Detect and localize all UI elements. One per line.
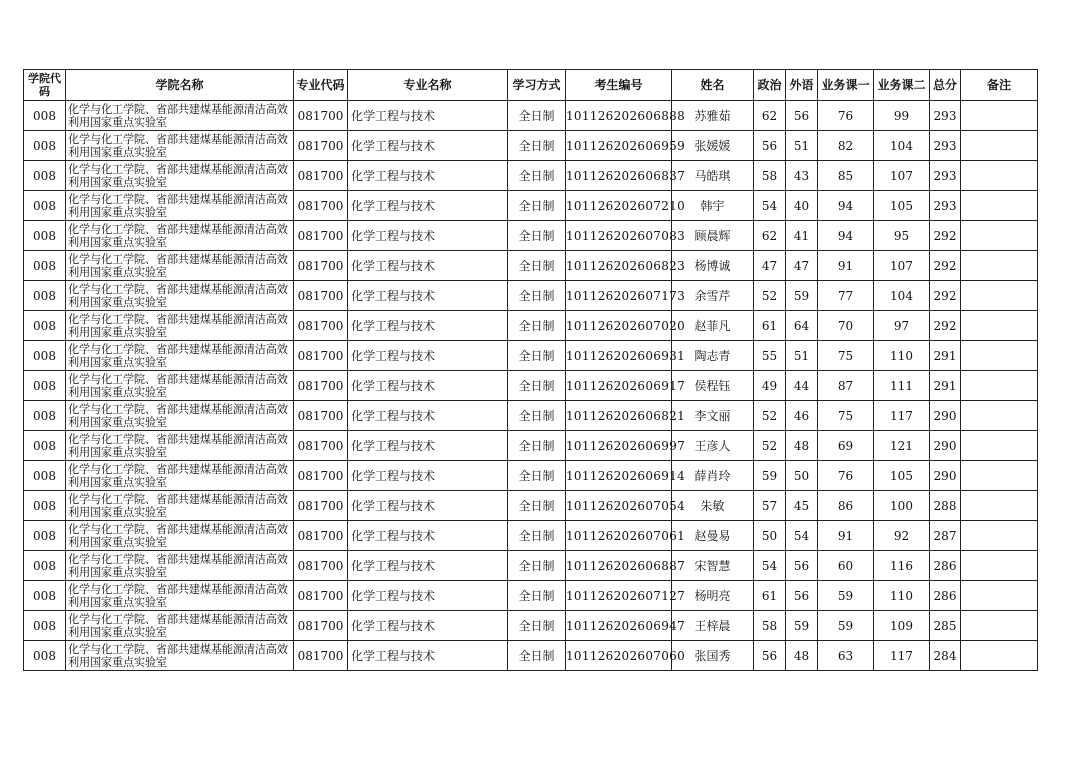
cell-politics-score: 47 bbox=[754, 251, 786, 281]
cell-study-mode: 全日制 bbox=[508, 131, 566, 161]
cell-remark bbox=[961, 461, 1038, 491]
cell-major-code: 081700 bbox=[294, 101, 348, 131]
cell-college-name: 化学与化工学院、省部共建煤基能源清洁高效利用国家重点实验室 bbox=[66, 401, 294, 431]
table-row bbox=[24, 131, 1038, 161]
cell-remark bbox=[961, 131, 1038, 161]
cell-study-mode: 全日制 bbox=[508, 461, 566, 491]
cell-major-name: 化学工程与技术 bbox=[348, 191, 508, 221]
cell-course-two-score: 107 bbox=[874, 161, 930, 191]
cell-foreign-language-score: 56 bbox=[786, 581, 818, 611]
cell-total-score: 286 bbox=[930, 581, 961, 611]
cell-course-one-score: 75 bbox=[818, 401, 874, 431]
cell-course-two-score: 92 bbox=[874, 521, 930, 551]
cell-college-name: 化学与化工学院、省部共建煤基能源清洁高效利用国家重点实验室 bbox=[66, 341, 294, 371]
cell-study-mode: 全日制 bbox=[508, 431, 566, 461]
cell-student-name: 苏雅茹 bbox=[672, 101, 754, 131]
cell-exam-id: 101126202606947 bbox=[566, 611, 672, 641]
cell-total-score: 290 bbox=[930, 461, 961, 491]
cell-foreign-language-score: 50 bbox=[786, 461, 818, 491]
cell-college-code: 008 bbox=[24, 371, 66, 401]
cell-student-name: 赵曼易 bbox=[672, 521, 754, 551]
header-remark: 备注 bbox=[961, 70, 1038, 101]
cell-remark bbox=[961, 161, 1038, 191]
cell-college-code: 008 bbox=[24, 161, 66, 191]
cell-course-one-score: 75 bbox=[818, 341, 874, 371]
cell-total-score: 293 bbox=[930, 131, 961, 161]
cell-college-name: 化学与化工学院、省部共建煤基能源清洁高效利用国家重点实验室 bbox=[66, 611, 294, 641]
cell-student-name: 薛肖玲 bbox=[672, 461, 754, 491]
table-header-row bbox=[24, 70, 1038, 101]
cell-college-name: 化学与化工学院、省部共建煤基能源清洁高效利用国家重点实验室 bbox=[66, 311, 294, 341]
cell-course-one-score: 86 bbox=[818, 491, 874, 521]
cell-course-two-score: 105 bbox=[874, 191, 930, 221]
cell-college-code: 008 bbox=[24, 611, 66, 641]
cell-course-two-score: 100 bbox=[874, 491, 930, 521]
cell-college-name: 化学与化工学院、省部共建煤基能源清洁高效利用国家重点实验室 bbox=[66, 221, 294, 251]
cell-politics-score: 59 bbox=[754, 461, 786, 491]
cell-college-code: 008 bbox=[24, 491, 66, 521]
cell-total-score: 290 bbox=[930, 431, 961, 461]
cell-exam-id: 101126202607060 bbox=[566, 641, 672, 671]
cell-college-name: 化学与化工学院、省部共建煤基能源清洁高效利用国家重点实验室 bbox=[66, 191, 294, 221]
cell-study-mode: 全日制 bbox=[508, 401, 566, 431]
cell-politics-score: 61 bbox=[754, 581, 786, 611]
cell-remark bbox=[961, 431, 1038, 461]
cell-course-one-score: 76 bbox=[818, 461, 874, 491]
cell-college-name: 化学与化工学院、省部共建煤基能源清洁高效利用国家重点实验室 bbox=[66, 101, 294, 131]
cell-major-name: 化学工程与技术 bbox=[348, 491, 508, 521]
cell-course-one-score: 63 bbox=[818, 641, 874, 671]
cell-course-one-score: 91 bbox=[818, 251, 874, 281]
cell-foreign-language-score: 44 bbox=[786, 371, 818, 401]
cell-major-name: 化学工程与技术 bbox=[348, 311, 508, 341]
cell-politics-score: 55 bbox=[754, 341, 786, 371]
table-row bbox=[24, 191, 1038, 221]
cell-exam-id: 101126202606837 bbox=[566, 161, 672, 191]
cell-foreign-language-score: 46 bbox=[786, 401, 818, 431]
cell-total-score: 293 bbox=[930, 161, 961, 191]
table-row bbox=[24, 101, 1038, 131]
cell-college-code: 008 bbox=[24, 101, 66, 131]
cell-foreign-language-score: 48 bbox=[786, 431, 818, 461]
cell-exam-id: 101126202606917 bbox=[566, 371, 672, 401]
cell-politics-score: 52 bbox=[754, 431, 786, 461]
cell-major-name: 化学工程与技术 bbox=[348, 131, 508, 161]
cell-study-mode: 全日制 bbox=[508, 251, 566, 281]
cell-student-name: 陶志青 bbox=[672, 341, 754, 371]
table-row bbox=[24, 161, 1038, 191]
cell-study-mode: 全日制 bbox=[508, 581, 566, 611]
table-body bbox=[24, 101, 1038, 671]
cell-total-score: 286 bbox=[930, 551, 961, 581]
header-college-code: 学院代码 bbox=[24, 70, 66, 101]
cell-foreign-language-score: 56 bbox=[786, 101, 818, 131]
table-row bbox=[24, 491, 1038, 521]
cell-college-name: 化学与化工学院、省部共建煤基能源清洁高效利用国家重点实验室 bbox=[66, 461, 294, 491]
cell-course-one-score: 77 bbox=[818, 281, 874, 311]
score-table bbox=[23, 69, 1038, 671]
cell-course-two-score: 117 bbox=[874, 401, 930, 431]
cell-remark bbox=[961, 191, 1038, 221]
cell-major-code: 081700 bbox=[294, 161, 348, 191]
cell-remark bbox=[961, 281, 1038, 311]
cell-politics-score: 52 bbox=[754, 401, 786, 431]
cell-course-two-score: 110 bbox=[874, 581, 930, 611]
cell-total-score: 293 bbox=[930, 101, 961, 131]
cell-major-name: 化学工程与技术 bbox=[348, 551, 508, 581]
cell-college-name: 化学与化工学院、省部共建煤基能源清洁高效利用国家重点实验室 bbox=[66, 131, 294, 161]
cell-foreign-language-score: 47 bbox=[786, 251, 818, 281]
cell-major-name: 化学工程与技术 bbox=[348, 641, 508, 671]
cell-total-score: 291 bbox=[930, 341, 961, 371]
cell-study-mode: 全日制 bbox=[508, 611, 566, 641]
cell-student-name: 顾晨辉 bbox=[672, 221, 754, 251]
cell-major-code: 081700 bbox=[294, 341, 348, 371]
cell-college-name: 化学与化工学院、省部共建煤基能源清洁高效利用国家重点实验室 bbox=[66, 581, 294, 611]
cell-course-one-score: 91 bbox=[818, 521, 874, 551]
cell-politics-score: 54 bbox=[754, 551, 786, 581]
cell-student-name: 侯程钰 bbox=[672, 371, 754, 401]
cell-college-code: 008 bbox=[24, 341, 66, 371]
cell-course-two-score: 117 bbox=[874, 641, 930, 671]
cell-total-score: 292 bbox=[930, 251, 961, 281]
cell-college-name: 化学与化工学院、省部共建煤基能源清洁高效利用国家重点实验室 bbox=[66, 161, 294, 191]
cell-major-code: 081700 bbox=[294, 251, 348, 281]
cell-course-one-score: 94 bbox=[818, 191, 874, 221]
cell-exam-id: 101126202606823 bbox=[566, 251, 672, 281]
table-row bbox=[24, 521, 1038, 551]
cell-student-name: 余雪芹 bbox=[672, 281, 754, 311]
cell-course-two-score: 97 bbox=[874, 311, 930, 341]
cell-course-two-score: 111 bbox=[874, 371, 930, 401]
cell-total-score: 293 bbox=[930, 191, 961, 221]
table-row bbox=[24, 371, 1038, 401]
cell-course-one-score: 69 bbox=[818, 431, 874, 461]
cell-foreign-language-score: 51 bbox=[786, 341, 818, 371]
cell-course-one-score: 87 bbox=[818, 371, 874, 401]
cell-college-code: 008 bbox=[24, 191, 66, 221]
cell-study-mode: 全日制 bbox=[508, 281, 566, 311]
cell-exam-id: 101126202606959 bbox=[566, 131, 672, 161]
cell-course-one-score: 85 bbox=[818, 161, 874, 191]
cell-major-name: 化学工程与技术 bbox=[348, 101, 508, 131]
cell-major-name: 化学工程与技术 bbox=[348, 521, 508, 551]
cell-college-name: 化学与化工学院、省部共建煤基能源清洁高效利用国家重点实验室 bbox=[66, 431, 294, 461]
cell-total-score: 291 bbox=[930, 371, 961, 401]
cell-total-score: 288 bbox=[930, 491, 961, 521]
cell-foreign-language-score: 59 bbox=[786, 281, 818, 311]
cell-study-mode: 全日制 bbox=[508, 371, 566, 401]
table-row bbox=[24, 551, 1038, 581]
cell-student-name: 张媛媛 bbox=[672, 131, 754, 161]
cell-remark bbox=[961, 311, 1038, 341]
cell-total-score: 287 bbox=[930, 521, 961, 551]
cell-foreign-language-score: 59 bbox=[786, 611, 818, 641]
cell-student-name: 杨明亮 bbox=[672, 581, 754, 611]
cell-exam-id: 101126202607210 bbox=[566, 191, 672, 221]
cell-exam-id: 101126202607173 bbox=[566, 281, 672, 311]
header-foreign-language: 外语 bbox=[786, 70, 818, 101]
cell-foreign-language-score: 48 bbox=[786, 641, 818, 671]
cell-major-name: 化学工程与技术 bbox=[348, 371, 508, 401]
cell-college-code: 008 bbox=[24, 401, 66, 431]
cell-study-mode: 全日制 bbox=[508, 311, 566, 341]
cell-college-code: 008 bbox=[24, 311, 66, 341]
cell-exam-id: 101126202606914 bbox=[566, 461, 672, 491]
cell-college-code: 008 bbox=[24, 551, 66, 581]
cell-remark bbox=[961, 221, 1038, 251]
header-exam-id: 考生编号 bbox=[566, 70, 672, 101]
table-row bbox=[24, 221, 1038, 251]
cell-total-score: 290 bbox=[930, 401, 961, 431]
cell-exam-id: 101126202606821 bbox=[566, 401, 672, 431]
cell-student-name: 赵菲凡 bbox=[672, 311, 754, 341]
cell-remark bbox=[961, 401, 1038, 431]
cell-politics-score: 50 bbox=[754, 521, 786, 551]
cell-foreign-language-score: 41 bbox=[786, 221, 818, 251]
header-course-one: 业务课一 bbox=[818, 70, 874, 101]
cell-politics-score: 56 bbox=[754, 131, 786, 161]
cell-major-code: 081700 bbox=[294, 371, 348, 401]
cell-major-code: 081700 bbox=[294, 191, 348, 221]
cell-course-two-score: 107 bbox=[874, 251, 930, 281]
table-row bbox=[24, 311, 1038, 341]
cell-student-name: 宋智慧 bbox=[672, 551, 754, 581]
cell-college-name: 化学与化工学院、省部共建煤基能源清洁高效利用国家重点实验室 bbox=[66, 551, 294, 581]
cell-college-name: 化学与化工学院、省部共建煤基能源清洁高效利用国家重点实验室 bbox=[66, 521, 294, 551]
cell-major-name: 化学工程与技术 bbox=[348, 401, 508, 431]
cell-major-name: 化学工程与技术 bbox=[348, 161, 508, 191]
cell-study-mode: 全日制 bbox=[508, 221, 566, 251]
cell-major-code: 081700 bbox=[294, 221, 348, 251]
cell-remark bbox=[961, 371, 1038, 401]
cell-major-name: 化学工程与技术 bbox=[348, 431, 508, 461]
cell-foreign-language-score: 43 bbox=[786, 161, 818, 191]
cell-exam-id: 101126202606888 bbox=[566, 101, 672, 131]
cell-student-name: 杨博诚 bbox=[672, 251, 754, 281]
cell-college-name: 化学与化工学院、省部共建煤基能源清洁高效利用国家重点实验室 bbox=[66, 491, 294, 521]
cell-study-mode: 全日制 bbox=[508, 341, 566, 371]
table-row bbox=[24, 581, 1038, 611]
cell-total-score: 285 bbox=[930, 611, 961, 641]
cell-exam-id: 101126202606887 bbox=[566, 551, 672, 581]
cell-major-code: 081700 bbox=[294, 281, 348, 311]
cell-remark bbox=[961, 341, 1038, 371]
header-college-name: 学院名称 bbox=[66, 70, 294, 101]
cell-study-mode: 全日制 bbox=[508, 521, 566, 551]
cell-college-code: 008 bbox=[24, 641, 66, 671]
cell-student-name: 王彦人 bbox=[672, 431, 754, 461]
cell-student-name: 朱敏 bbox=[672, 491, 754, 521]
cell-major-code: 081700 bbox=[294, 551, 348, 581]
cell-college-name: 化学与化工学院、省部共建煤基能源清洁高效利用国家重点实验室 bbox=[66, 371, 294, 401]
cell-politics-score: 58 bbox=[754, 611, 786, 641]
cell-remark bbox=[961, 581, 1038, 611]
cell-major-code: 081700 bbox=[294, 401, 348, 431]
cell-major-name: 化学工程与技术 bbox=[348, 611, 508, 641]
cell-course-two-score: 109 bbox=[874, 611, 930, 641]
cell-remark bbox=[961, 521, 1038, 551]
cell-student-name: 韩宇 bbox=[672, 191, 754, 221]
table-row bbox=[24, 401, 1038, 431]
cell-politics-score: 49 bbox=[754, 371, 786, 401]
cell-college-code: 008 bbox=[24, 431, 66, 461]
cell-major-name: 化学工程与技术 bbox=[348, 581, 508, 611]
cell-exam-id: 101126202607083 bbox=[566, 221, 672, 251]
cell-politics-score: 61 bbox=[754, 311, 786, 341]
cell-course-two-score: 95 bbox=[874, 221, 930, 251]
cell-remark bbox=[961, 101, 1038, 131]
cell-remark bbox=[961, 251, 1038, 281]
cell-remark bbox=[961, 491, 1038, 521]
cell-college-name: 化学与化工学院、省部共建煤基能源清洁高效利用国家重点实验室 bbox=[66, 641, 294, 671]
table-row bbox=[24, 461, 1038, 491]
cell-politics-score: 54 bbox=[754, 191, 786, 221]
cell-total-score: 284 bbox=[930, 641, 961, 671]
cell-course-one-score: 59 bbox=[818, 611, 874, 641]
cell-study-mode: 全日制 bbox=[508, 491, 566, 521]
cell-course-one-score: 59 bbox=[818, 581, 874, 611]
header-course-two: 业务课二 bbox=[874, 70, 930, 101]
table-row bbox=[24, 641, 1038, 671]
cell-major-code: 081700 bbox=[294, 311, 348, 341]
cell-exam-id: 101126202607054 bbox=[566, 491, 672, 521]
cell-study-mode: 全日制 bbox=[508, 641, 566, 671]
cell-college-name: 化学与化工学院、省部共建煤基能源清洁高效利用国家重点实验室 bbox=[66, 281, 294, 311]
cell-total-score: 292 bbox=[930, 281, 961, 311]
cell-college-code: 008 bbox=[24, 581, 66, 611]
cell-remark bbox=[961, 611, 1038, 641]
cell-study-mode: 全日制 bbox=[508, 101, 566, 131]
cell-student-name: 王梓晨 bbox=[672, 611, 754, 641]
cell-major-name: 化学工程与技术 bbox=[348, 221, 508, 251]
cell-remark bbox=[961, 641, 1038, 671]
cell-exam-id: 101126202607061 bbox=[566, 521, 672, 551]
cell-exam-id: 101126202606997 bbox=[566, 431, 672, 461]
table-row bbox=[24, 431, 1038, 461]
header-major-code: 专业代码 bbox=[294, 70, 348, 101]
cell-study-mode: 全日制 bbox=[508, 191, 566, 221]
cell-politics-score: 57 bbox=[754, 491, 786, 521]
cell-college-code: 008 bbox=[24, 281, 66, 311]
header-study-mode: 学习方式 bbox=[508, 70, 566, 101]
cell-college-code: 008 bbox=[24, 221, 66, 251]
cell-major-name: 化学工程与技术 bbox=[348, 251, 508, 281]
cell-remark bbox=[961, 551, 1038, 581]
cell-student-name: 李文丽 bbox=[672, 401, 754, 431]
cell-exam-id: 101126202607020 bbox=[566, 311, 672, 341]
table-row bbox=[24, 341, 1038, 371]
cell-college-code: 008 bbox=[24, 131, 66, 161]
admission-score-sheet bbox=[23, 69, 1037, 671]
cell-college-code: 008 bbox=[24, 461, 66, 491]
cell-college-code: 008 bbox=[24, 521, 66, 551]
cell-study-mode: 全日制 bbox=[508, 551, 566, 581]
header-politics: 政治 bbox=[754, 70, 786, 101]
cell-course-two-score: 105 bbox=[874, 461, 930, 491]
cell-course-two-score: 104 bbox=[874, 131, 930, 161]
cell-major-code: 081700 bbox=[294, 461, 348, 491]
header-major-name: 专业名称 bbox=[348, 70, 508, 101]
cell-politics-score: 58 bbox=[754, 161, 786, 191]
cell-course-two-score: 110 bbox=[874, 341, 930, 371]
cell-politics-score: 52 bbox=[754, 281, 786, 311]
cell-course-one-score: 70 bbox=[818, 311, 874, 341]
cell-exam-id: 101126202606931 bbox=[566, 341, 672, 371]
cell-major-code: 081700 bbox=[294, 131, 348, 161]
cell-course-one-score: 94 bbox=[818, 221, 874, 251]
cell-major-name: 化学工程与技术 bbox=[348, 461, 508, 491]
cell-course-one-score: 60 bbox=[818, 551, 874, 581]
table-row bbox=[24, 281, 1038, 311]
cell-major-code: 081700 bbox=[294, 521, 348, 551]
cell-college-name: 化学与化工学院、省部共建煤基能源清洁高效利用国家重点实验室 bbox=[66, 251, 294, 281]
cell-foreign-language-score: 40 bbox=[786, 191, 818, 221]
cell-course-two-score: 99 bbox=[874, 101, 930, 131]
cell-student-name: 张国秀 bbox=[672, 641, 754, 671]
cell-major-name: 化学工程与技术 bbox=[348, 281, 508, 311]
cell-total-score: 292 bbox=[930, 221, 961, 251]
cell-total-score: 292 bbox=[930, 311, 961, 341]
cell-major-code: 081700 bbox=[294, 611, 348, 641]
cell-foreign-language-score: 45 bbox=[786, 491, 818, 521]
header-name: 姓名 bbox=[672, 70, 754, 101]
header-total: 总分 bbox=[930, 70, 961, 101]
cell-foreign-language-score: 54 bbox=[786, 521, 818, 551]
cell-major-code: 081700 bbox=[294, 641, 348, 671]
cell-exam-id: 101126202607127 bbox=[566, 581, 672, 611]
table-row bbox=[24, 251, 1038, 281]
cell-politics-score: 62 bbox=[754, 221, 786, 251]
cell-course-one-score: 76 bbox=[818, 101, 874, 131]
cell-politics-score: 56 bbox=[754, 641, 786, 671]
cell-major-code: 081700 bbox=[294, 491, 348, 521]
table-row bbox=[24, 611, 1038, 641]
cell-college-code: 008 bbox=[24, 251, 66, 281]
cell-course-two-score: 104 bbox=[874, 281, 930, 311]
cell-major-code: 081700 bbox=[294, 581, 348, 611]
cell-major-name: 化学工程与技术 bbox=[348, 341, 508, 371]
cell-course-two-score: 116 bbox=[874, 551, 930, 581]
cell-foreign-language-score: 56 bbox=[786, 551, 818, 581]
cell-politics-score: 62 bbox=[754, 101, 786, 131]
cell-foreign-language-score: 51 bbox=[786, 131, 818, 161]
cell-major-code: 081700 bbox=[294, 431, 348, 461]
cell-student-name: 马皓琪 bbox=[672, 161, 754, 191]
cell-foreign-language-score: 64 bbox=[786, 311, 818, 341]
cell-study-mode: 全日制 bbox=[508, 161, 566, 191]
cell-course-one-score: 82 bbox=[818, 131, 874, 161]
cell-course-two-score: 121 bbox=[874, 431, 930, 461]
